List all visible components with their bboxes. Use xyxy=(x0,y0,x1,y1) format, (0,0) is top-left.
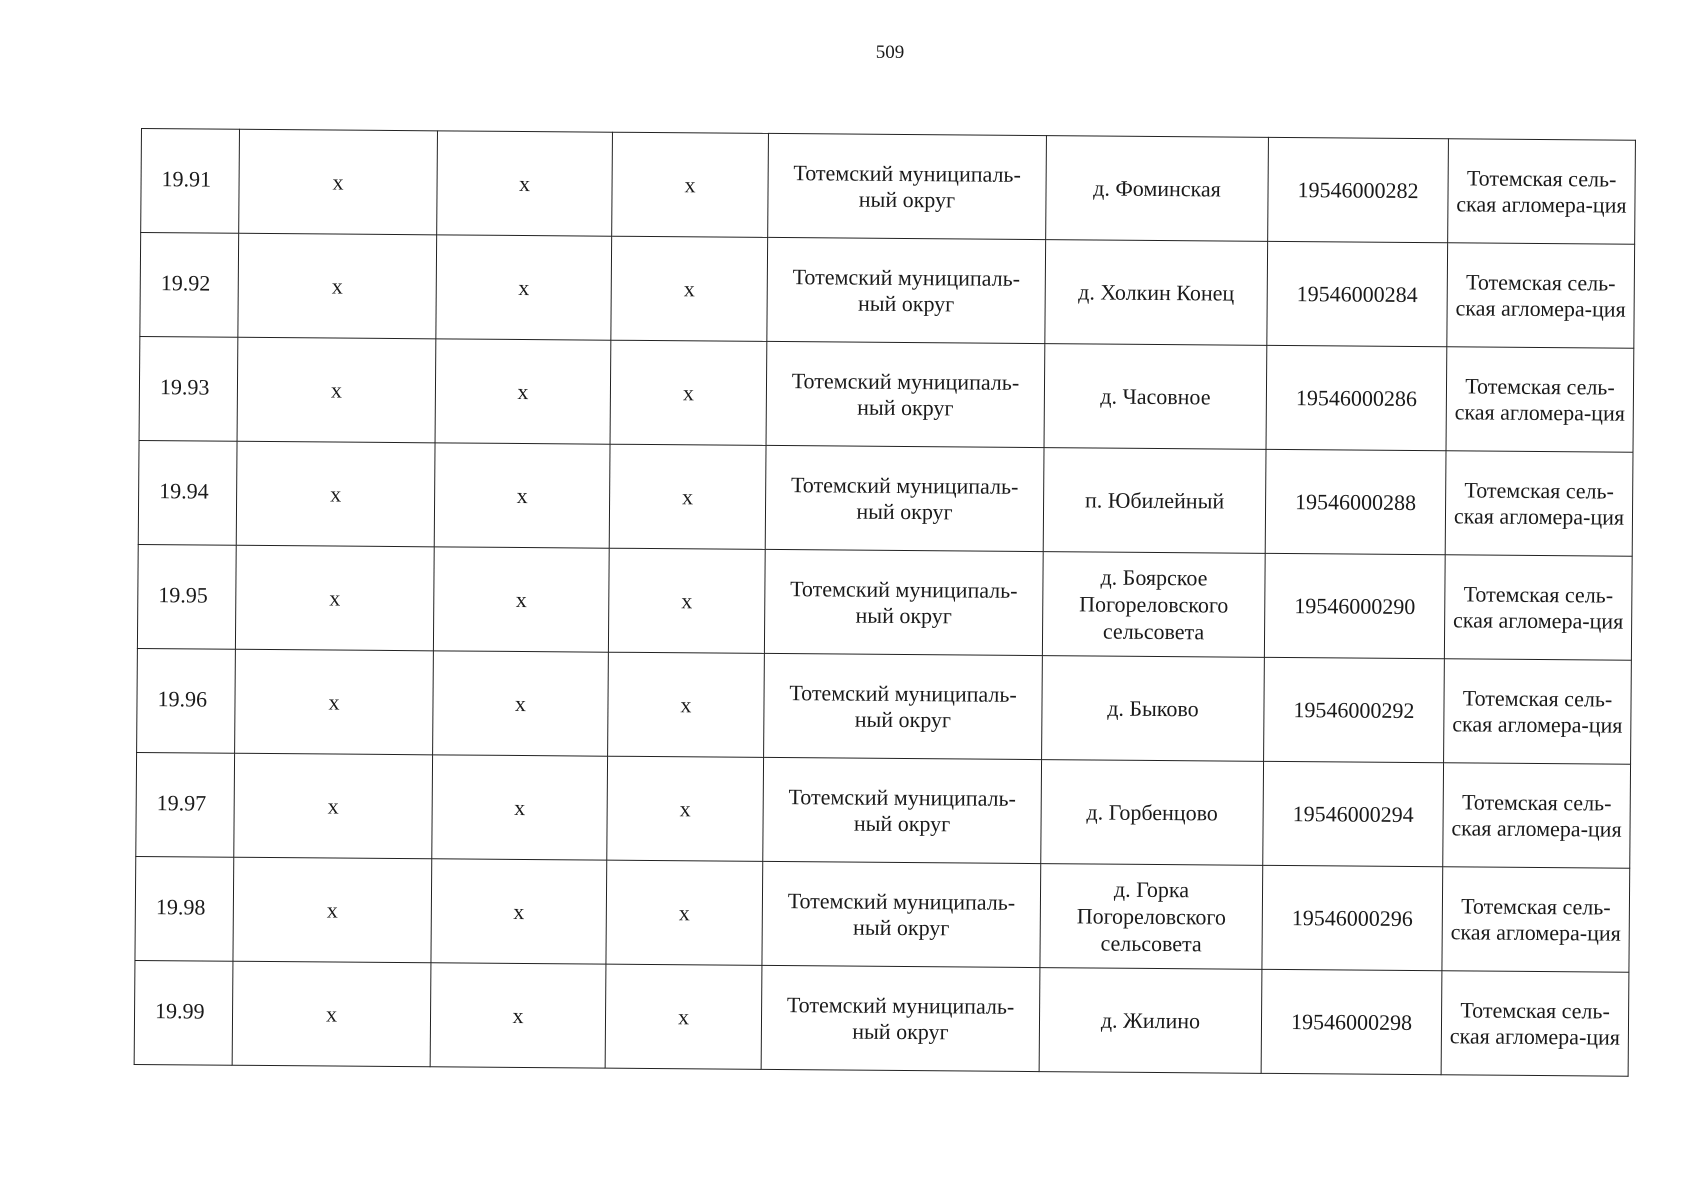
agglomeration-cell: Тотемская сель-ская агломера-ция xyxy=(1447,243,1635,348)
mark-cell-1: x xyxy=(236,441,435,547)
mark-cell-1: x xyxy=(238,233,437,339)
mark-cell-1: x xyxy=(232,961,431,1067)
table-row xyxy=(137,544,1632,660)
mark-cell-3: x xyxy=(607,756,764,861)
table-row xyxy=(136,752,1631,868)
mark-cell-3: x xyxy=(610,340,767,445)
table-row xyxy=(141,129,1636,245)
row-number-cell: 19.99 xyxy=(134,960,233,1065)
mark-cell-3: x xyxy=(605,964,762,1069)
agglomeration-cell: Тотемская сель-ская агломера-ция xyxy=(1441,971,1629,1076)
code-cell: 19546000284 xyxy=(1267,241,1448,346)
code-cell: 19546000292 xyxy=(1264,657,1445,762)
district-cell: Тотемский муниципаль-ный округ xyxy=(768,133,1047,239)
code-cell: 19546000298 xyxy=(1261,969,1442,1074)
district-cell: Тотемский муниципаль-ный округ xyxy=(761,965,1040,1071)
table-container xyxy=(134,128,1635,1077)
agglomeration-cell: Тотемская сель-ская агломера-ция xyxy=(1446,347,1634,452)
district-cell: Тотемский муниципаль-ный округ xyxy=(763,757,1042,863)
row-number-cell: 19.98 xyxy=(135,856,234,961)
mark-cell-3: x xyxy=(612,132,769,237)
district-cell: Тотемский муниципаль-ный округ xyxy=(766,341,1045,447)
agglomeration-cell: Тотемская сель-ская агломера-ция xyxy=(1444,555,1632,660)
row-number-cell: 19.94 xyxy=(138,440,237,545)
mark-cell-2: x xyxy=(430,963,606,1068)
mark-cell-3: x xyxy=(608,652,765,757)
mark-cell-2: x xyxy=(436,235,612,340)
settlement-cell: д. Боярское Погореловского сельсовета xyxy=(1042,552,1265,658)
table-row xyxy=(139,336,1634,452)
code-cell: 19546000282 xyxy=(1268,137,1449,242)
row-number-cell: 19.92 xyxy=(140,233,239,338)
code-cell: 19546000286 xyxy=(1266,345,1447,450)
district-cell: Тотемский муниципаль-ный округ xyxy=(764,653,1043,759)
mark-cell-3: x xyxy=(611,236,768,341)
mark-cell-2: x xyxy=(437,131,613,236)
mark-cell-3: x xyxy=(609,444,766,549)
mark-cell-1: x xyxy=(235,545,434,651)
page-number: 509 xyxy=(875,42,905,63)
table-row xyxy=(138,440,1633,556)
agglomeration-cell: Тотемская сель-ская агломера-ция xyxy=(1444,659,1632,764)
code-cell: 19546000296 xyxy=(1262,865,1443,970)
mark-cell-1: x xyxy=(237,337,436,443)
mark-cell-3: x xyxy=(608,548,765,653)
settlement-cell: д. Фоминская xyxy=(1046,136,1269,242)
mark-cell-2: x xyxy=(435,339,611,444)
code-cell: 19546000294 xyxy=(1263,761,1444,866)
mark-cell-2: x xyxy=(432,755,608,860)
district-cell: Тотемский муниципаль-ный округ xyxy=(765,445,1044,551)
table-row xyxy=(137,648,1632,764)
row-number-cell: 19.96 xyxy=(137,648,236,753)
mark-cell-1: x xyxy=(234,753,433,859)
district-cell: Тотемский муниципаль-ный округ xyxy=(762,861,1041,967)
mark-cell-1: x xyxy=(239,129,438,235)
settlement-cell: д. Быково xyxy=(1042,656,1265,762)
row-number-cell: 19.95 xyxy=(137,544,236,649)
table-row xyxy=(140,233,1635,349)
settlement-cell: д. Горбенцово xyxy=(1041,760,1264,866)
code-cell: 19546000288 xyxy=(1265,449,1446,554)
settlement-cell: д. Жилино xyxy=(1039,968,1262,1074)
agglomeration-cell: Тотемская сель-ская агломера-ция xyxy=(1445,451,1633,556)
row-number-cell: 19.93 xyxy=(139,336,238,441)
mark-cell-3: x xyxy=(606,860,763,965)
agglomeration-cell: Тотемская сель-ская агломера-ция xyxy=(1442,867,1630,972)
mark-cell-2: x xyxy=(433,651,609,756)
district-cell: Тотемский муниципаль-ный округ xyxy=(764,549,1043,655)
table-body xyxy=(134,129,1635,1077)
table-row xyxy=(134,960,1629,1076)
table-row xyxy=(135,856,1630,972)
row-number-cell: 19.97 xyxy=(136,752,235,857)
agglomeration-cell: Тотемская сель-ская агломера-ция xyxy=(1443,763,1631,868)
settlement-cell: д. Горка Погореловского сельсовета xyxy=(1040,864,1263,970)
settlement-cell: п. Юбилейный xyxy=(1043,448,1266,554)
settlement-cell: д. Холкин Конец xyxy=(1045,240,1268,346)
settlements-table xyxy=(134,128,1636,1077)
district-cell: Тотемский муниципаль-ный округ xyxy=(767,237,1046,343)
code-cell: 19546000290 xyxy=(1264,553,1445,658)
settlement-cell: д. Часовное xyxy=(1044,344,1267,450)
mark-cell-2: x xyxy=(434,443,610,548)
mark-cell-2: x xyxy=(433,547,609,652)
mark-cell-1: x xyxy=(233,857,432,963)
mark-cell-2: x xyxy=(431,859,607,964)
agglomeration-cell: Тотемская сель-ская агломера-ция xyxy=(1448,139,1636,244)
mark-cell-1: x xyxy=(235,649,434,755)
row-number-cell: 19.91 xyxy=(141,129,240,234)
